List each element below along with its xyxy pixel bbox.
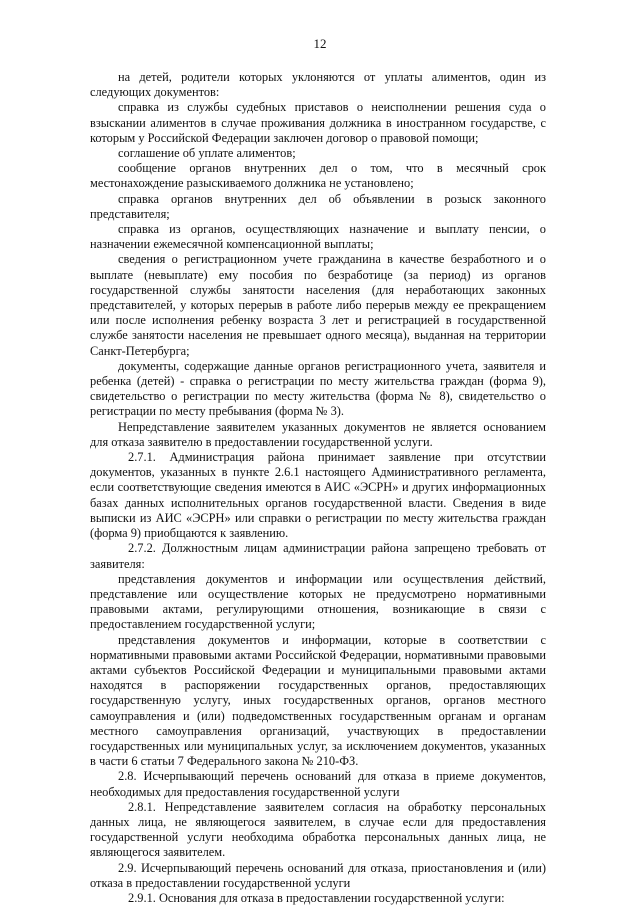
paragraph: документы, содержащие данные органов регистрационного учета, заявителя и ребенка (детей) - справка о регистрации по месту жительства граждан (форма 9), свидетельство о регистрации по месту жительства (форма № 8), свидетельство о регистрации по месту пребывания (форма № 3).	[90, 358, 546, 419]
paragraph: представления документов и информации или осуществления действий, представление или осуществление которых не предусмотрено нормативными правовыми актами, регулирующими отношения, возникающие в связи с предоставлением государственной услуги;	[90, 571, 546, 632]
paragraph: 2.9.1. Основания для отказа в предоставлении государственной услуги:	[128, 890, 505, 905]
paragraph: Непредставление заявителем указанных документов не является основанием для отказа заявителю в предоставлении государственной услуги.	[90, 419, 546, 449]
paragraph: справка органов внутренних дел об объявлении в розыск законного представителя;	[90, 191, 546, 221]
paragraph: представления документов и информации, которые в соответствии с нормативными правовыми актами Российской Федерации, нормативными правовыми актами субъектов Российской Федерации и муниципальными правовыми актами находятся в распоряжении государственных органов, предоставляющих государственную услугу, иных государственных органов, органов местного самоуправления и (или) подведомственных государственным органам и органам местного самоуправления организаций, участвующих в предоставлении государственных или муниципальных услуг, за исключением документов, указанных в части 6 статьи 7 Федерального закона № 210-ФЗ.	[90, 632, 546, 769]
paragraph: на детей, родители которых уклоняются от уплаты алиментов, один из следующих документов:	[90, 70, 546, 100]
paragraph: сообщение органов внутренних дел о том, что в месячный срок местонахождение разыскиваемого должника не установлено;	[90, 161, 546, 191]
paragraph: 2.7.1. Администрация района принимает заявление при отсутствии документов, указанных в пункте 2.6.1 настоящего Административного регламента, если соответствующие сведения имеются в АИС «ЭСРН» и других информационных базах данных исполнительных органов государственной власти. Сведения в виде выписки из АИС «ЭСРН» или справки о регистрации по месту жительства граждан (форма 9) приобщаются к заявлению.	[90, 450, 546, 541]
paragraph: соглашение об уплате алиментов;	[118, 146, 296, 161]
section-heading: 2.8. Исчерпывающий перечень оснований для отказа в приеме документов, необходимых для предоставления государственной услуги	[90, 769, 546, 799]
section-heading: 2.9. Исчерпывающий перечень оснований для отказа, приостановления и (или) отказа в предоставлении государственной услуги	[90, 860, 546, 890]
paragraph: сведения о регистрационном учете гражданина в качестве безработного и о выплате (невыплате) ему пособия по безработице (за период) из органов государственной службы занятости населения (для неработающих законных представителей, у которых перерыв в работе либо перерыв между ее прекращением или после исполнения ребенку возраста 3 лет и регистрацией в государственной службе занятости населения не превышает одного месяца), выданная на территории Санкт-Петербурга;	[90, 252, 546, 358]
paragraph: справка из органов, осуществляющих назначение и выплату пенсии, о назначении ежемесячной компенсационной выплаты;	[90, 222, 546, 252]
page-number: 12	[313, 36, 327, 51]
paragraph: 2.7.2. Должностным лицам администрации района запрещено требовать от заявителя:	[90, 541, 546, 571]
document-body	[90, 70, 546, 906]
paragraph: справка из службы судебных приставов о неисполнении решения суда о взыскании алиментов в случае проживания должника в иностранном государстве, с которым у Российской Федерации заключен договор о правовой помощи;	[90, 100, 546, 145]
paragraph: 2.8.1. Непредставление заявителем согласия на обработку персональных данных лица, не являющегося заявителем, в случае если для предоставления государственной услуги необходима обработка персональных данных лица, не являющегося заявителем.	[90, 799, 546, 860]
